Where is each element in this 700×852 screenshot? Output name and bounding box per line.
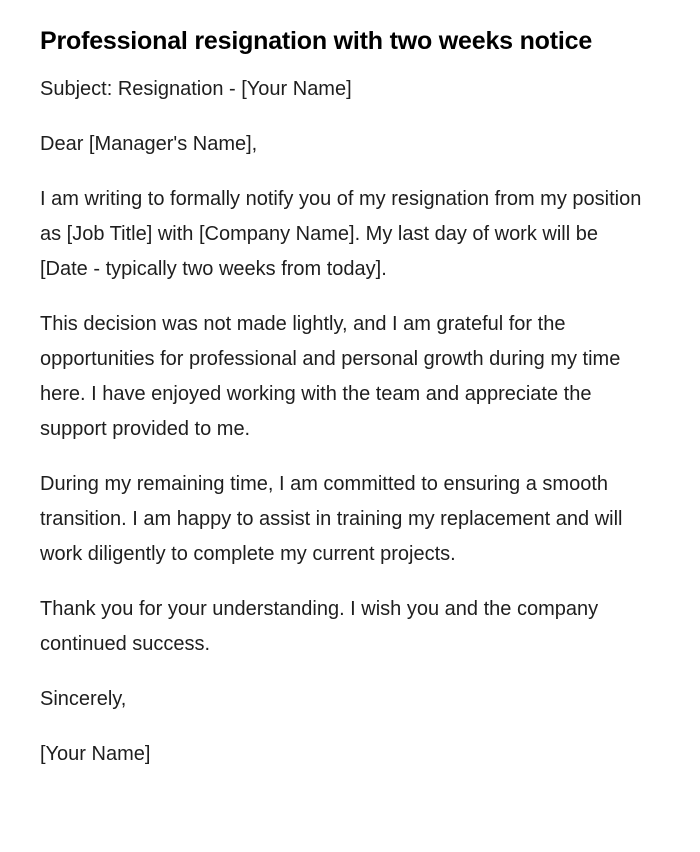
body-paragraph-notice: I am writing to formally notify you of my resignation from my position as [Job Title] with [Company Name]. My last day of work will be [Date - typically two weeks from today]. [40, 188, 642, 280]
salutation: Dear [Manager's Name], [40, 133, 258, 155]
closing: Sincerely, [40, 688, 127, 710]
body-paragraph-gratitude: This decision was not made lightly, and I am grateful for the opportunities for professional and personal growth during my time here. I have enjoyed working with the team and appreciate the support provided to me. [40, 313, 621, 440]
body-paragraph-thanks: Thank you for your understanding. I wish you and the company continued success. [40, 598, 599, 655]
subject-line: Subject: Resignation - [Your Name] [40, 78, 352, 100]
signature: [Your Name] [40, 743, 151, 765]
page-title: Professional resignation with two weeks notice [40, 27, 593, 55]
body-paragraph-transition: During my remaining time, I am committed to ensuring a smooth transition. I am happy to assist in training my replacement and will work diligently to complete my current projects. [40, 473, 623, 565]
